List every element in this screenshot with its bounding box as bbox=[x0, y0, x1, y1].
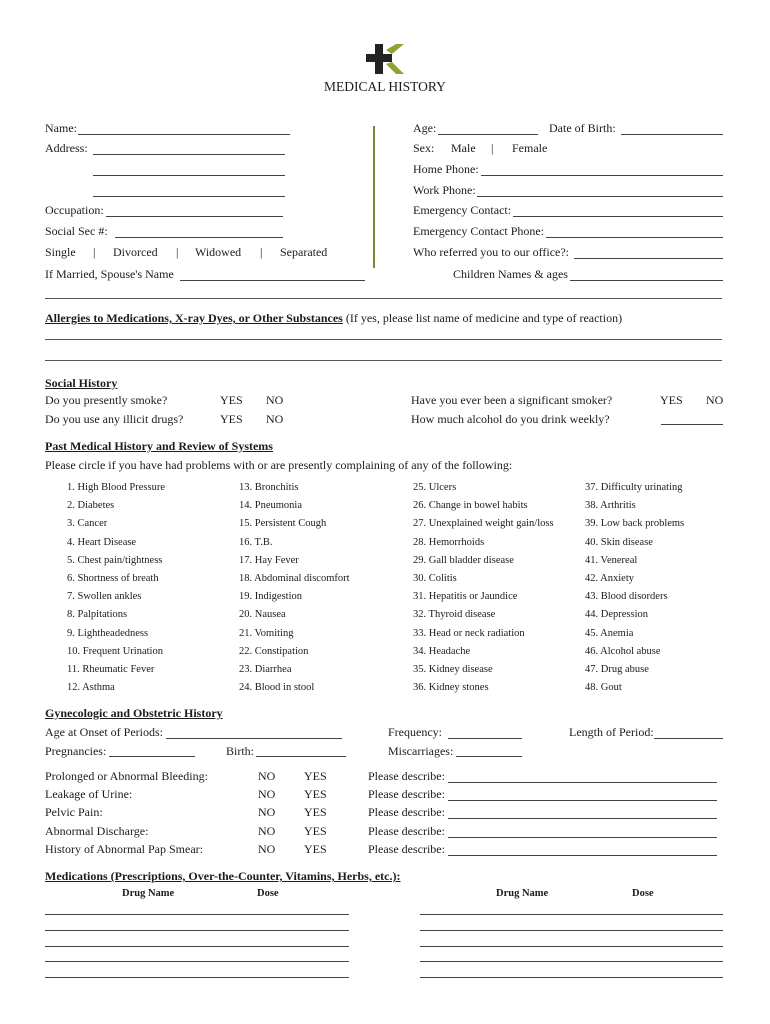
gyn-describe-field[interactable] bbox=[448, 837, 717, 838]
children-field[interactable] bbox=[570, 280, 723, 281]
condition-item[interactable]: 4. Heart Disease bbox=[67, 536, 137, 548]
drug-name-header-right: Drug Name bbox=[496, 888, 549, 899]
sig-smoker-no[interactable]: NO bbox=[706, 393, 724, 407]
condition-item[interactable]: 18. Abdominal discomfort bbox=[239, 573, 350, 584]
condition-item[interactable]: 23. Diarrhea bbox=[239, 664, 292, 675]
condition-item[interactable]: 8. Palpitations bbox=[67, 609, 128, 621]
condition-item[interactable]: 22. Constipation bbox=[239, 645, 309, 657]
condition-item[interactable]: 13. Bronchitis bbox=[239, 482, 299, 493]
gyn-describe-label: Please describe: bbox=[368, 823, 445, 838]
gyn-describe-label: Please describe: bbox=[368, 841, 445, 856]
gyn-describe-field[interactable] bbox=[448, 800, 717, 801]
condition-item[interactable]: 39. Low back problems bbox=[585, 518, 685, 530]
birth-field[interactable] bbox=[256, 756, 346, 757]
condition-item[interactable]: 35. Kidney disease bbox=[413, 664, 493, 675]
sex-sep: | bbox=[491, 141, 494, 155]
gyn-describe-label: Please describe: bbox=[368, 787, 445, 802]
clinic-logo-icon bbox=[364, 44, 406, 74]
address-field-2[interactable] bbox=[93, 175, 285, 176]
gyn-no-option[interactable]: NO bbox=[258, 823, 276, 838]
marital-divorced[interactable]: Divorced bbox=[113, 245, 158, 259]
gyn-describe-field[interactable] bbox=[448, 855, 717, 856]
condition-item[interactable]: 21. Vomiting bbox=[239, 627, 294, 639]
medications-heading: Medications (Prescriptions, Over-the-Counter, Vitamins, Herbs, etc.): bbox=[45, 869, 401, 883]
gyn-question-label: Pelvic Pain: bbox=[45, 805, 103, 820]
social-sec-field[interactable] bbox=[115, 237, 283, 238]
condition-item[interactable]: 27. Unexplained weight gain/loss bbox=[413, 518, 554, 530]
condition-item[interactable]: 10. Frequent Urination bbox=[67, 645, 163, 657]
occupation-label: Occupation: bbox=[45, 203, 104, 217]
gyn-yes-option[interactable]: YES bbox=[304, 823, 327, 838]
emergency-contact-label: Emergency Contact: bbox=[413, 203, 512, 217]
referred-field[interactable] bbox=[574, 258, 723, 259]
demographics-extra-line[interactable] bbox=[45, 298, 722, 299]
condition-item[interactable]: 47. Drug abuse bbox=[585, 664, 649, 675]
smoke-question: Do you presently smoke? bbox=[45, 393, 168, 407]
condition-item[interactable]: 36. Kidney stones bbox=[413, 682, 489, 694]
condition-item[interactable]: 17. Hay Fever bbox=[239, 554, 299, 566]
miscarriages-label: Miscarriages: bbox=[388, 744, 454, 758]
pregnancies-field[interactable] bbox=[109, 756, 195, 757]
home-phone-field[interactable] bbox=[481, 175, 723, 176]
address-field[interactable] bbox=[93, 154, 285, 155]
drug-name-header-left: Drug Name bbox=[122, 888, 175, 899]
gyn-describe-label: Please describe: bbox=[368, 769, 445, 783]
gyn-describe-label: Please describe: bbox=[368, 805, 445, 820]
condition-item[interactable]: 24. Blood in stool bbox=[239, 682, 315, 694]
medication-line-left[interactable] bbox=[45, 946, 349, 947]
condition-item[interactable]: 46. Alcohol abuse bbox=[585, 645, 661, 657]
marital-sep-2: | bbox=[176, 245, 179, 259]
condition-item[interactable]: 44. Depression bbox=[585, 609, 648, 621]
emergency-contact-field[interactable] bbox=[513, 216, 723, 217]
dose-header-left: Dose bbox=[257, 888, 279, 899]
spouse-field[interactable] bbox=[180, 280, 365, 281]
gyn-question-label: Leakage of Urine: bbox=[45, 787, 133, 802]
sig-smoker-question: Have you ever been a significant smoker? bbox=[411, 393, 613, 407]
gyn-no-option[interactable]: NO bbox=[258, 841, 276, 856]
sex-female[interactable]: Female bbox=[512, 141, 548, 155]
condition-item[interactable]: 45. Anemia bbox=[585, 627, 634, 639]
emergency-phone-field[interactable] bbox=[546, 237, 723, 238]
allergies-line-1[interactable] bbox=[45, 339, 722, 340]
address-label: Address: bbox=[45, 141, 88, 155]
condition-item[interactable]: 12. Asthma bbox=[67, 682, 115, 694]
condition-item[interactable]: 26. Change in bowel habits bbox=[413, 500, 528, 512]
condition-item[interactable]: 42. Anxiety bbox=[585, 573, 634, 584]
gyn-yes-option[interactable]: YES bbox=[304, 769, 327, 783]
medication-line-left[interactable] bbox=[45, 914, 349, 915]
frequency-label: Frequency: bbox=[388, 725, 442, 739]
smoke-yes[interactable]: YES bbox=[220, 393, 243, 407]
home-phone-label: Home Phone: bbox=[413, 162, 479, 176]
condition-item[interactable]: 6. Shortness of breath bbox=[67, 573, 159, 584]
alcohol-field[interactable] bbox=[661, 424, 723, 425]
condition-item[interactable]: 16. T.B. bbox=[239, 536, 273, 548]
dob-label: Date of Birth: bbox=[549, 121, 616, 135]
condition-item[interactable]: 33. Head or neck radiation bbox=[413, 627, 525, 639]
condition-item[interactable]: 14. Pneumonia bbox=[239, 500, 302, 512]
condition-item[interactable]: 48. Gout bbox=[585, 682, 622, 694]
alcohol-question: How much alcohol do you drink weekly? bbox=[411, 412, 610, 426]
gyn-no-option[interactable]: NO bbox=[258, 787, 276, 802]
condition-item[interactable]: 40. Skin disease bbox=[585, 536, 653, 548]
condition-item[interactable]: 43. Blood disorders bbox=[585, 591, 668, 603]
social-sec-label: Social Sec #: bbox=[45, 224, 108, 238]
marital-single[interactable]: Single bbox=[45, 245, 76, 259]
condition-item[interactable]: 38. Arthritis bbox=[585, 500, 636, 512]
condition-item[interactable]: 28. Hemorrhoids bbox=[413, 536, 485, 548]
onset-field[interactable] bbox=[166, 738, 342, 739]
occupation-field[interactable] bbox=[106, 216, 283, 217]
column-divider bbox=[373, 126, 375, 268]
gyn-question-label: Abnormal Discharge: bbox=[45, 823, 149, 838]
condition-item[interactable]: 34. Headache bbox=[413, 645, 471, 657]
address-field-3[interactable] bbox=[93, 196, 285, 197]
medication-line-right[interactable] bbox=[420, 961, 723, 962]
medication-line-left[interactable] bbox=[45, 930, 349, 931]
marital-sep-3: | bbox=[260, 245, 263, 259]
gyn-yes-option[interactable]: YES bbox=[304, 841, 327, 856]
age-label: Age: bbox=[413, 121, 437, 135]
gyn-yes-option[interactable]: YES bbox=[304, 787, 327, 802]
length-label: Length of Period: bbox=[569, 725, 654, 739]
name-field[interactable] bbox=[78, 134, 290, 135]
medication-line-right[interactable] bbox=[420, 930, 723, 931]
allergies-note: (If yes, please list name of medicine and type of reaction) bbox=[345, 311, 623, 325]
allergies-line-2[interactable] bbox=[45, 360, 722, 361]
pregnancies-label: Pregnancies: bbox=[45, 744, 107, 758]
condition-item[interactable]: 25. Ulcers bbox=[413, 482, 457, 493]
allergies-section bbox=[45, 311, 622, 326]
smoke-no[interactable]: NO bbox=[266, 393, 284, 407]
condition-item[interactable]: 1. High Blood Pressure bbox=[67, 482, 165, 493]
page-title: MEDICAL HISTORY bbox=[324, 79, 446, 94]
medication-line-right[interactable] bbox=[420, 977, 723, 978]
condition-item[interactable]: 5. Chest pain/tightness bbox=[67, 554, 163, 566]
gyn-no-option[interactable]: NO bbox=[258, 769, 276, 783]
condition-item[interactable]: 7. Swollen ankles bbox=[67, 591, 142, 603]
social-heading: Social History bbox=[45, 376, 118, 390]
marital-sep-1: | bbox=[93, 245, 96, 259]
marital-separated[interactable]: Separated bbox=[280, 245, 328, 259]
children-label: Children Names & ages bbox=[453, 267, 568, 281]
gyn-no-option[interactable]: NO bbox=[258, 805, 276, 820]
dose-header-right: Dose bbox=[632, 888, 654, 899]
condition-item[interactable]: 30. Colitis bbox=[413, 573, 457, 584]
drugs-no[interactable]: NO bbox=[266, 412, 284, 426]
medication-line-right[interactable] bbox=[420, 946, 723, 947]
length-field[interactable] bbox=[654, 738, 723, 739]
referred-label: Who referred you to our office?: bbox=[413, 245, 570, 259]
condition-item[interactable]: 20. Nausea bbox=[239, 609, 286, 621]
name-label: Name: bbox=[45, 121, 77, 135]
emergency-phone-label: Emergency Contact Phone: bbox=[413, 224, 545, 238]
miscarriages-field[interactable] bbox=[456, 756, 522, 757]
dob-field[interactable] bbox=[621, 134, 723, 135]
medication-line-right[interactable] bbox=[420, 914, 723, 915]
frequency-field[interactable] bbox=[448, 738, 522, 739]
condition-item[interactable]: 32. Thyroid disease bbox=[413, 609, 496, 621]
condition-item[interactable]: 37. Difficulty urinating bbox=[585, 482, 683, 493]
allergies-heading: Allergies to Medications, X-ray Dyes, or Other Substances bbox=[45, 311, 343, 325]
condition-item[interactable]: 41. Venereal bbox=[585, 554, 638, 566]
sex-male[interactable]: Male bbox=[451, 141, 476, 155]
spouse-label: If Married, Spouse's Name bbox=[45, 267, 174, 281]
gyn-describe-field[interactable] bbox=[448, 818, 717, 819]
medication-line-left[interactable] bbox=[45, 977, 349, 978]
work-phone-field[interactable] bbox=[477, 196, 723, 197]
condition-item[interactable]: 9. Lightheadedness bbox=[67, 627, 149, 639]
birth-label: Birth: bbox=[226, 744, 255, 758]
work-phone-label: Work Phone: bbox=[413, 183, 476, 197]
condition-item[interactable]: 11. Rheumatic Fever bbox=[67, 664, 155, 675]
drugs-yes[interactable]: YES bbox=[220, 412, 243, 426]
condition-item[interactable]: 2. Diabetes bbox=[67, 500, 115, 512]
drugs-question: Do you use any illicit drugs? bbox=[45, 412, 184, 426]
gyn-heading: Gynecologic and Obstetric History bbox=[45, 706, 223, 720]
onset-label: Age at Onset of Periods: bbox=[45, 725, 163, 739]
gyn-question-label: Prolonged or Abnormal Bleeding: bbox=[45, 769, 208, 783]
marital-widowed[interactable]: Widowed bbox=[195, 245, 242, 259]
condition-item[interactable]: 3. Cancer bbox=[67, 518, 108, 530]
medication-line-left[interactable] bbox=[45, 961, 349, 962]
condition-item[interactable]: 29. Gall bladder disease bbox=[413, 554, 514, 566]
condition-item[interactable]: 31. Hepatitis or Jaundice bbox=[413, 591, 518, 603]
gyn-question-label: History of Abnormal Pap Smear: bbox=[45, 841, 203, 856]
sex-label: Sex: bbox=[413, 141, 435, 155]
sig-smoker-yes[interactable]: YES bbox=[660, 393, 683, 407]
gyn-describe-field[interactable] bbox=[448, 782, 717, 783]
age-field[interactable] bbox=[438, 134, 538, 135]
past-history-heading: Past Medical History and Review of Systems bbox=[45, 439, 273, 453]
past-history-instruction: Please circle if you have had problems with or are presently complaining of any of the following: bbox=[45, 458, 513, 472]
condition-item[interactable]: 19. Indigestion bbox=[239, 591, 302, 603]
condition-item[interactable]: 15. Persistent Cough bbox=[239, 518, 327, 530]
gyn-yes-option[interactable]: YES bbox=[304, 805, 327, 820]
